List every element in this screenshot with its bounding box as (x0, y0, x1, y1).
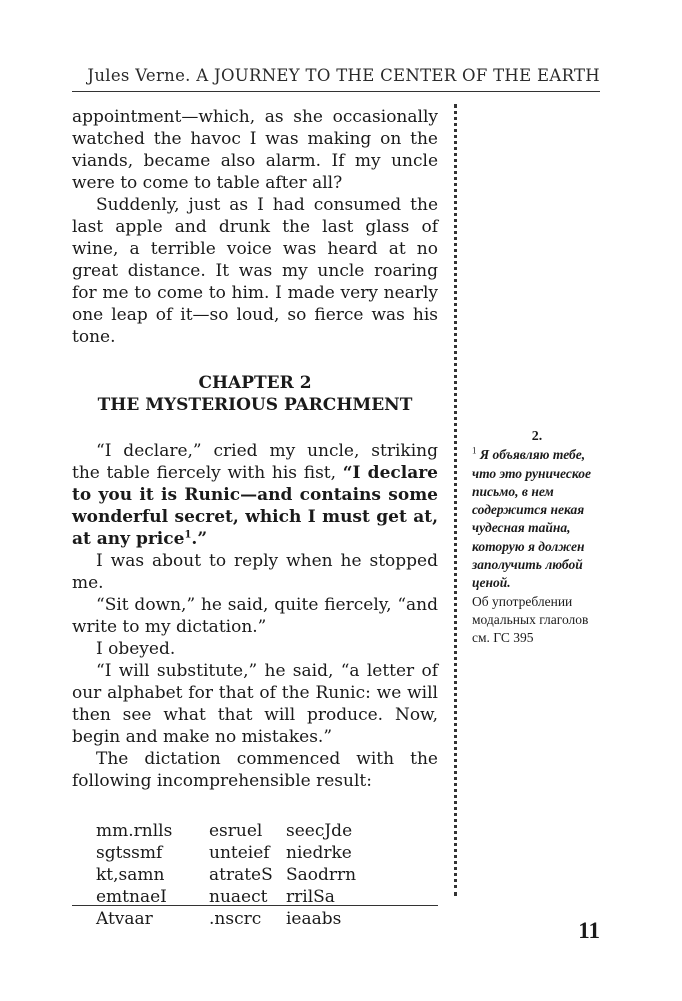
side-note-russian-text: Я объявляю тебе, что это руническое письмо, в нем содержится некая чудесная тайна, которую я должен заполучить любой ценой. (472, 447, 591, 591)
cipher-cell: seecJde (286, 821, 353, 841)
side-note-reference: Об употреблении модальных глаголов см. ГС 395 (472, 593, 589, 646)
side-note (472, 428, 602, 648)
cipher-cell: mm.rnlls (96, 821, 173, 841)
cipher-cell: Saodrrn (286, 865, 357, 885)
paragraph-8: The dictation commenced with the following incomprehensible result: (72, 749, 438, 791)
main-text-column (72, 106, 438, 930)
paragraph-7: “I will substitute,” he said, “a letter of our alphabet for that of the Runic: we will then see what that will produce. Now, begin and make no mistakes.” (72, 661, 438, 747)
paragraph-6: I obeyed. (96, 639, 176, 659)
paragraph-4: I was about to reply when he stopped me. (72, 551, 438, 593)
paragraph-2: Suddenly, just as I had consumed the last apple and drunk the last glass of wine, a terrible voice was heard at no great distance. It was my uncle roaring for me to come to him. I made very nearly one leap of it—so loud, so fierce was his tone. (72, 195, 438, 347)
side-note-mark: 1 (472, 445, 477, 456)
header-author: Jules Verne. (87, 66, 191, 85)
header-rule (72, 91, 600, 92)
cipher-cell: ieaabs (286, 909, 342, 929)
column-divider-dots (454, 104, 461, 896)
running-header (72, 66, 600, 85)
cipher-cell: emtnaeI (96, 887, 167, 907)
paragraph-3-end: .” (191, 529, 208, 549)
header-title: A JOURNEY TO THE CENTER OF THE EARTH (196, 66, 600, 85)
cipher-cell: nuaect (209, 887, 268, 907)
side-note-translation (472, 446, 602, 592)
cipher-row (96, 842, 438, 864)
cipher-cell: atrateS (209, 865, 273, 885)
runic-cipher-block (96, 820, 438, 930)
footer-rule (72, 905, 438, 906)
cipher-cell: Atvaar (96, 909, 153, 929)
cipher-cell: esruel (209, 821, 263, 841)
cipher-row (96, 820, 438, 842)
cipher-cell: .nscrc (209, 909, 262, 929)
cipher-cell: kt,samn (96, 865, 165, 885)
chapter-number: CHAPTER 2 (198, 373, 312, 393)
cipher-cell: rrilSa (286, 887, 335, 907)
cipher-cell: niedrke (286, 843, 352, 863)
paragraph-3-start: “I declare,” cried my uncle, striking the table fiercely with his fist, (72, 441, 438, 483)
paragraph-3 (72, 440, 438, 550)
chapter-title: THE MYSTERIOUS PARCHMENT (97, 395, 413, 415)
cipher-row (96, 908, 438, 930)
cipher-cell: unteief (209, 843, 270, 863)
paragraph-1: appointment—which, as she occasionally watched the havoc I was making on the viands, became also alarm. If my uncle were to come to table after all? (72, 107, 438, 193)
footnote-mark: 1 (184, 529, 192, 541)
page-number: 11 (578, 918, 600, 943)
paragraph-5: “Sit down,” he said, quite fiercely, “and write to my dictation.” (72, 595, 438, 637)
paragraph-3-bold-text: “I declare to you it is Runic—and contains some wonderful secret, which I must get at, at any price (72, 463, 438, 549)
cipher-cell: sgtssmf (96, 843, 163, 863)
side-note-number: 2. (531, 429, 543, 444)
cipher-row (96, 864, 438, 886)
